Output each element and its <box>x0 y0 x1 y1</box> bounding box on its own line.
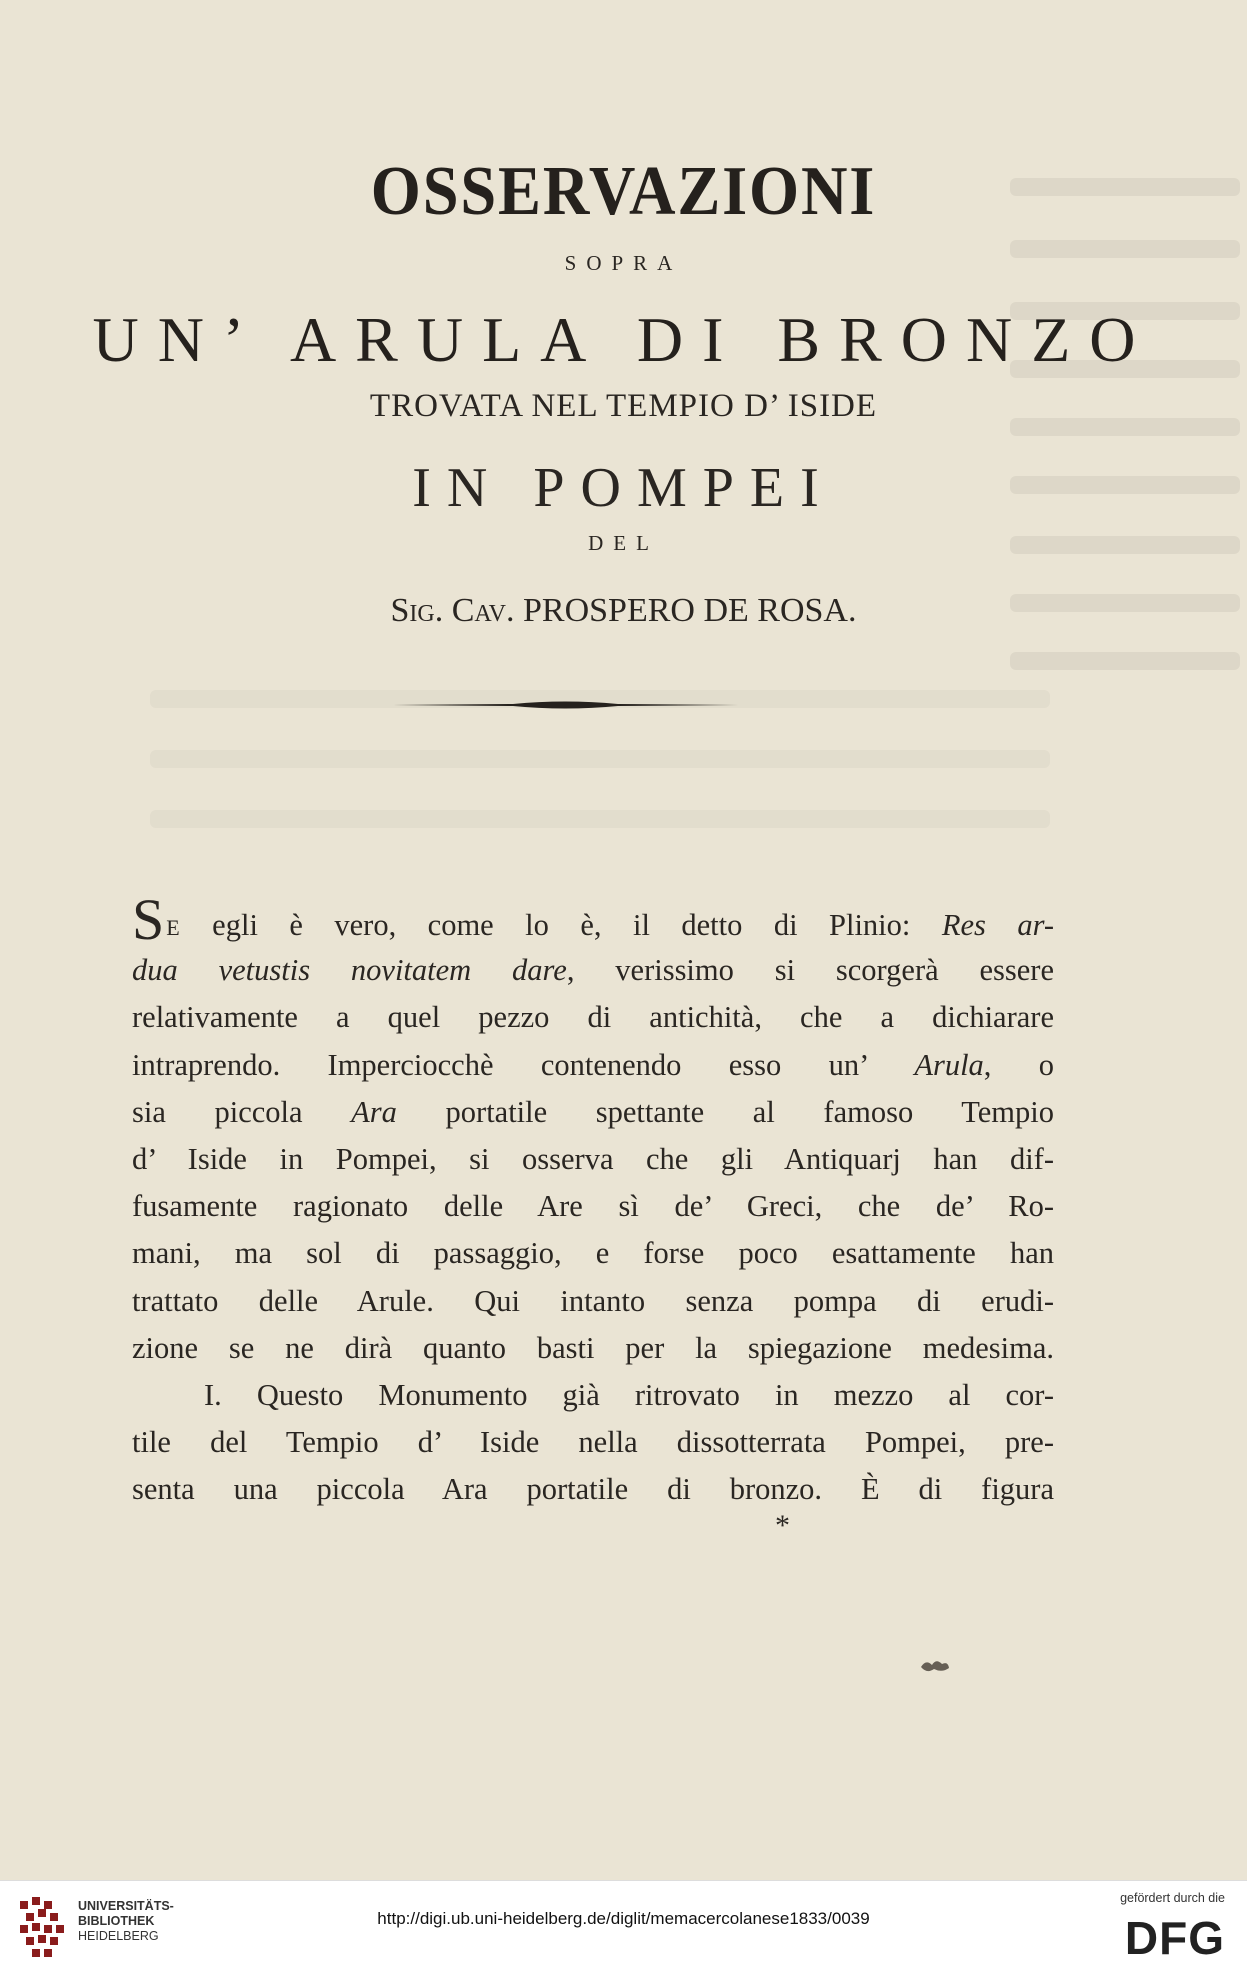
author-line <box>0 590 1247 632</box>
title-main: OSSERVAZIONI <box>370 153 877 230</box>
text-line: intraprendo. Imperciocchè contenendo esso un’ Arula, o <box>132 1047 1054 1082</box>
text-line: d’ Iside in Pompei, si osserva che gli Antiquarj han dif- <box>132 1141 1054 1176</box>
text-line: mani, ma sol di passaggio, e forse poco esattamente han <box>132 1236 1054 1271</box>
title-place: IN POMPEI <box>412 457 835 519</box>
ornamental-rule <box>393 700 738 710</box>
signature-mark: * <box>775 1509 790 1542</box>
text-line: relativamente a quel pezzo di antichità, che a dichiarare <box>132 1000 1054 1035</box>
body-text <box>132 887 1055 1513</box>
university-name: UNIVERSITÄTS- BIBLIOTHEK HEIDELBERG <box>78 1899 174 1943</box>
title-arula: UN’ ARULA DI BRONZO <box>92 304 1155 375</box>
bleed-through-text <box>150 810 1050 828</box>
ink-smudge <box>918 1655 952 1675</box>
text-line: I. Questo Monumento già ritrovato in mezzo al cor- <box>204 1377 1054 1412</box>
text-line: fusamente ragionato delle Are sì de’ Greci, che de’ Ro- <box>132 1189 1054 1224</box>
bleed-through-text <box>1010 652 1240 670</box>
text-line: trattato delle Arule. Qui intanto senza pompa di erudi- <box>132 1283 1054 1318</box>
source-url-link[interactable]: http://digi.ub.uni-heidelberg.de/diglit/memacercolanese1833/0039 <box>377 1909 870 1928</box>
text-line: sia piccola Ara portatile spettante al famoso Tempio <box>132 1094 1054 1129</box>
footer-bar <box>0 1880 1247 1973</box>
funding-note: gefördert durch die <box>1120 1891 1225 1905</box>
author-name: PROSPERO DE ROSA. <box>523 592 857 629</box>
title-subtitle: TROVATA NEL TEMPIO D’ ISIDE <box>369 388 878 424</box>
text-line: SE egli è vero, come lo è, il detto di Plinio: Res ar- <box>132 887 1055 952</box>
text-line: zione se ne dirà quanto basti per la spiegazione medesima. <box>132 1330 1054 1365</box>
title-sopra: SOPRA <box>564 251 683 275</box>
dfg-logo: DFG <box>1124 1912 1225 1964</box>
title-del: DEL <box>588 531 659 555</box>
author-prefix: Sig. Cav. <box>390 592 515 629</box>
drop-cap: S <box>132 887 165 952</box>
text-line: senta una piccola Ara portatile di bronzo. È di figura <box>132 1472 1054 1507</box>
bleed-through-text <box>150 750 1050 768</box>
text-line: tile del Tempio d’ Iside nella dissotterrata Pompei, pre- <box>132 1425 1054 1460</box>
text-line: dua vetustis novitatem dare, verissimo si scorgerà essere <box>132 953 1054 988</box>
